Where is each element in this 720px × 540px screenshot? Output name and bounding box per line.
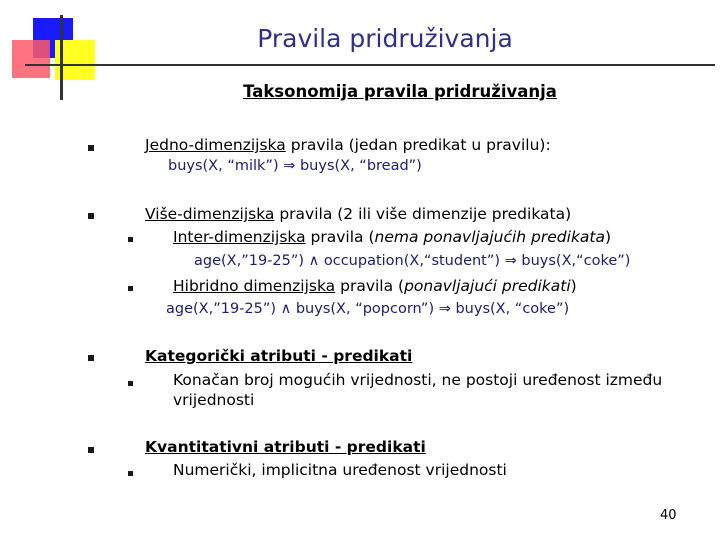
sub-bullet-icon (128, 381, 133, 386)
subitem-hybrid-dimensional (173, 277, 577, 295)
item-text: pravila (2 ili više dimenzije predikata) (274, 205, 572, 223)
item-multi-dimensional (145, 205, 571, 223)
subitem-label: Inter-dimenzijska (173, 228, 306, 246)
logo-red-square (12, 40, 50, 78)
page-number: 40 (660, 508, 677, 523)
item-quantitative: Kvantitativni atributi - predikati (145, 438, 426, 456)
item-label: Jedno-dimenzijska (145, 136, 286, 154)
subitem-line: Konačan broj mogućih vrijednosti, ne postoji uređenost između (173, 371, 663, 389)
subitem-text: ) (605, 228, 612, 246)
subitem-italic: nema ponavljajućih predikata (374, 228, 605, 246)
subitem-line-continued: vrijednosti (173, 391, 255, 409)
subitem-line: Numerički, implicitna uređenost vrijednosti (173, 461, 507, 479)
bullet-icon (88, 145, 94, 151)
subitem-italic: ponavljajući predikati (404, 277, 571, 295)
subitem-text: pravila ( (335, 277, 405, 295)
sub-bullet-icon (128, 286, 133, 291)
bullet-icon (88, 355, 94, 361)
bullet-icon (88, 213, 94, 219)
slide-subtitle: Taksonomija pravila pridruživanja (243, 82, 557, 101)
subitem-label: Hibridno dimenzijska (173, 277, 336, 295)
sub-bullet-icon (128, 471, 133, 476)
example-formula: age(X,”19-25”) ∧ buys(X, “popcorn”) ⇒ buys(X, “coke”) (166, 301, 570, 317)
item-categorical: Kategorički atributi - predikati (145, 347, 413, 365)
subitem-text: ) (570, 277, 577, 295)
sub-bullet-icon (128, 237, 133, 242)
item-text: pravila (jedan predikat u pravilu): (285, 136, 551, 154)
example-formula: age(X,”19-25”) ∧ occupation(X,“student”) ⇒ buys(X,“coke”) (194, 253, 631, 269)
slide-title: Pravila pridruživanja (257, 24, 513, 53)
bullet-icon (88, 447, 94, 453)
item-label: Više-dimenzijska (145, 205, 275, 223)
title-divider (25, 64, 715, 66)
item-one-dimensional (145, 136, 551, 154)
subitem-text: pravila ( (305, 228, 375, 246)
example-formula: buys(X, “milk”) ⇒ buys(X, “bread”) (168, 158, 422, 174)
subitem-inter-dimensional (173, 228, 611, 246)
logo-vertical-line (60, 15, 63, 100)
